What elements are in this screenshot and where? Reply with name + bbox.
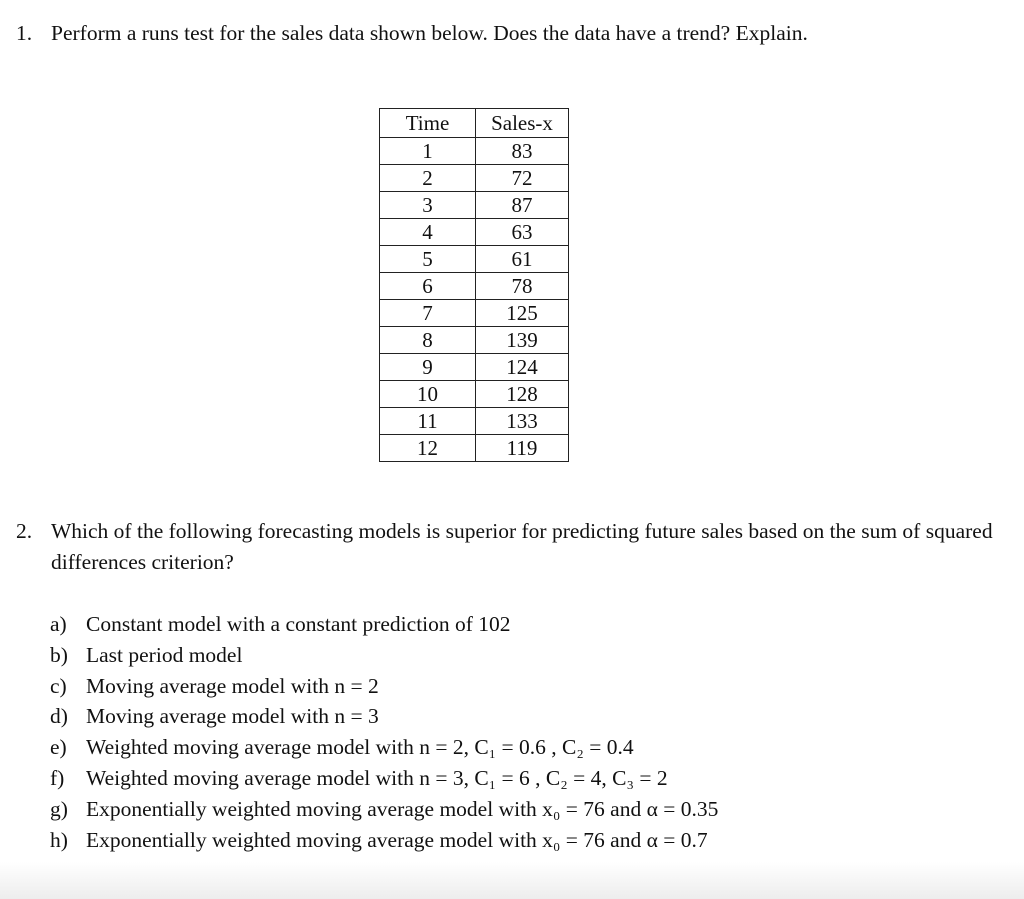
header-time: Time <box>380 109 476 138</box>
time-cell: 10 <box>380 381 476 408</box>
option-letter: f) <box>50 765 65 790</box>
option-text: Weighted moving average model with n = 3, C₁ = 6 , C₂ = 4, C₃ = 2 <box>86 765 668 790</box>
option-letter: a) <box>50 612 67 636</box>
option-text: Weighted moving average model with n = 2, C₁ = 0.6 , C₂ = 0.4 <box>86 735 634 760</box>
option-text: Moving average model with n = 2 <box>86 673 379 698</box>
sales-cell: 139 <box>476 327 569 354</box>
time-cell: 11 <box>380 408 476 435</box>
time-cell: 8 <box>380 327 476 354</box>
sales-cell: 124 <box>476 354 569 381</box>
time-cell: 2 <box>380 165 476 192</box>
table-row <box>380 435 569 462</box>
table-row <box>380 300 569 327</box>
option-letter: c) <box>50 673 67 698</box>
sales-cell: 125 <box>476 300 569 327</box>
table-row <box>380 138 569 165</box>
sales-cell: 119 <box>476 435 569 462</box>
option-text: Constant model with a constant prediction of 102 <box>86 612 511 636</box>
header-sales: Sales-x <box>476 109 569 138</box>
question-1-number: 1. <box>16 21 33 45</box>
question-2-text: Which of the following forecasting models is superior for predicting future sales based on the sum of squared differences criterion? <box>51 519 993 574</box>
option-text: Last period model <box>86 642 243 667</box>
table-header-row <box>380 109 569 138</box>
time-cell: 6 <box>380 273 476 300</box>
option-text: Exponentially weighted moving average model with x₀ = 76 and α = 0.7 <box>86 827 708 852</box>
question-2-number: 2. <box>16 519 33 543</box>
table-row <box>380 354 569 381</box>
page-bottom-shadow <box>0 862 1024 899</box>
sales-cell: 128 <box>476 381 569 408</box>
sales-cell: 78 <box>476 273 569 300</box>
option-text: Exponentially weighted moving average model with x₀ = 76 and α = 0.35 <box>86 796 719 821</box>
option-letter: e) <box>50 735 67 760</box>
option-letter: g) <box>50 796 68 821</box>
time-cell: 5 <box>380 246 476 273</box>
table-row <box>380 327 569 354</box>
table-row <box>380 408 569 435</box>
time-cell: 4 <box>380 219 476 246</box>
time-cell: 1 <box>380 138 476 165</box>
table-row <box>380 192 569 219</box>
sales-cell: 83 <box>476 138 569 165</box>
time-cell: 7 <box>380 300 476 327</box>
table-row <box>380 273 569 300</box>
time-cell: 12 <box>380 435 476 462</box>
time-cell: 3 <box>380 192 476 219</box>
question-2 <box>16 516 1006 578</box>
sales-cell: 133 <box>476 408 569 435</box>
option-letter: h) <box>50 827 68 852</box>
question-1 <box>16 18 1006 49</box>
sales-cell: 72 <box>476 165 569 192</box>
option-text: Moving average model with n = 3 <box>86 704 379 729</box>
table-row <box>380 381 569 408</box>
option-letter: b) <box>50 642 68 667</box>
question-1-text: Perform a runs test for the sales data shown below. Does the data have a trend? Explain. <box>51 21 808 45</box>
table-row <box>380 219 569 246</box>
table-row <box>380 246 569 273</box>
sales-cell: 61 <box>476 246 569 273</box>
sales-table <box>379 108 569 462</box>
sales-cell: 63 <box>476 219 569 246</box>
time-cell: 9 <box>380 354 476 381</box>
sales-cell: 87 <box>476 192 569 219</box>
option-letter: d) <box>50 704 68 729</box>
table-row <box>380 165 569 192</box>
